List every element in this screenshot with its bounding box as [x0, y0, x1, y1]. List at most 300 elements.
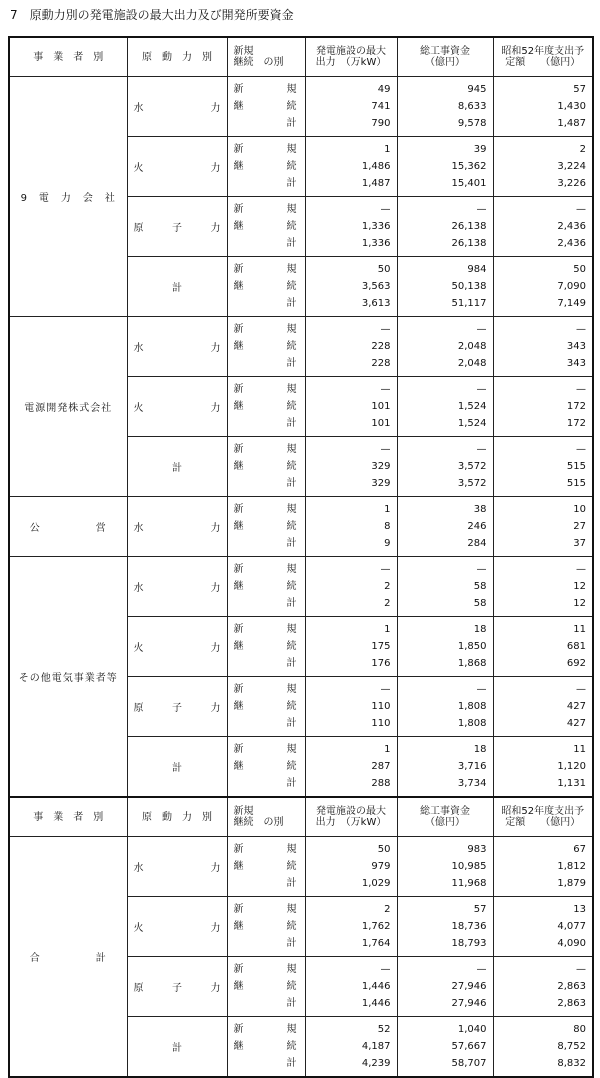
output-cell-value: 110 [371, 701, 391, 712]
budget-cell-value: 1,487 [557, 118, 586, 129]
source-label [134, 699, 221, 714]
source-label [134, 859, 221, 874]
source-char: 子 [172, 703, 182, 714]
class-total: 計 [286, 118, 297, 129]
class-cell [227, 137, 305, 197]
budget-cell-stack [494, 381, 593, 432]
class-new-char: 新 [233, 964, 244, 975]
class-cont [228, 218, 305, 235]
class-stack [228, 1021, 305, 1072]
table-row [9, 497, 593, 557]
budget-cell-stack [494, 681, 593, 732]
cost-cell-value: 18,793 [451, 938, 487, 949]
class-cont-char: 継 [233, 861, 244, 872]
source-cell [127, 557, 227, 617]
cost-cell [397, 557, 493, 617]
class-new [228, 961, 305, 978]
class-stack [228, 441, 305, 492]
budget-cell-value: 3,224 [557, 161, 586, 172]
header-budget [493, 37, 593, 77]
cost-cell-value: — [476, 684, 487, 695]
class-cont [228, 638, 305, 655]
source-char: 子 [172, 983, 182, 994]
class-cont-char: 続 [286, 761, 297, 772]
cost-cell [397, 197, 493, 257]
class-new-char: 規 [286, 264, 297, 275]
class-cont [228, 158, 305, 175]
table-row [9, 837, 593, 897]
class-stack [228, 141, 305, 192]
class-cont-char: 続 [286, 701, 297, 712]
cost-cell [397, 497, 493, 557]
class-cell [227, 557, 305, 617]
class-new-char: 新 [233, 264, 244, 275]
class-cont-char: 継 [233, 641, 244, 652]
budget-cell-value: — [576, 384, 586, 395]
source-char: 子 [172, 223, 182, 234]
class-stack [228, 381, 305, 432]
budget-cell-stack [494, 441, 593, 492]
budget-cell-value: 515 [566, 461, 586, 472]
cost-cell-value: 3,572 [457, 478, 487, 489]
class-cont-char: 継 [233, 921, 244, 932]
class-cell [227, 957, 305, 1017]
class-cont-char: 継 [233, 161, 244, 172]
class-stack [228, 681, 305, 732]
cost-cell-value: 10,985 [451, 861, 487, 872]
cost-cell [397, 377, 493, 437]
class-cell [227, 377, 305, 437]
budget-cell-stack [494, 561, 593, 612]
class-cell [227, 617, 305, 677]
power-facility-table-container [8, 36, 592, 1078]
class-cont-char: 継 [233, 701, 244, 712]
header-class [227, 37, 305, 77]
cost-cell-value: 1,850 [457, 641, 487, 652]
output-cell-value: 228 [371, 341, 391, 352]
class-total: 計 [286, 718, 297, 729]
budget-cell-stack [494, 621, 593, 672]
cost-cell [397, 677, 493, 737]
output-cell-value: 1,336 [361, 238, 391, 249]
budget-cell-stack [494, 841, 593, 892]
class-cont [228, 278, 305, 295]
cost-cell-value: 983 [467, 844, 487, 855]
class-stack [228, 501, 305, 552]
budget-cell-value: 681 [566, 641, 586, 652]
output-cell-value: — [380, 324, 391, 335]
cost-cell-value: — [476, 384, 487, 395]
header-budget-line1: 昭和52年度支出予 [501, 46, 585, 57]
cost-cell-value: 38 [473, 504, 487, 515]
output-cell-stack [306, 441, 397, 492]
cost-cell-value: 8,633 [457, 101, 487, 112]
source-cell [127, 617, 227, 677]
header-class-line2 [228, 57, 305, 68]
cost-cell-value: 57 [473, 904, 487, 915]
budget-cell [493, 377, 593, 437]
cost-cell-value: 3,572 [457, 461, 487, 472]
class-new-char: 規 [286, 384, 297, 395]
source-cell [127, 677, 227, 737]
budget-cell-value: 27 [573, 521, 586, 532]
cost-cell-value: 3,716 [457, 761, 487, 772]
budget-cell-value: 12 [573, 581, 586, 592]
cost-cell-stack [398, 141, 493, 192]
class-cont [228, 698, 305, 715]
budget-cell-value: — [576, 564, 586, 575]
cost-cell-value: 27,946 [451, 998, 487, 1009]
cost-cell-value: 3,734 [457, 778, 487, 789]
source-label [134, 99, 221, 114]
class-total: 計 [286, 938, 297, 949]
budget-cell-value: — [576, 684, 586, 695]
class-cont-char: 継 [233, 221, 244, 232]
budget-cell [493, 257, 593, 317]
cost-cell [397, 317, 493, 377]
table-row [9, 557, 593, 617]
table-row [9, 77, 593, 137]
source-label [134, 519, 221, 534]
output-cell-value: 1 [384, 744, 391, 755]
page-title: 7 原動力別の発電施設の最大出力及び開発所要資金 [10, 8, 294, 22]
cost-cell-value: — [476, 444, 487, 455]
output-cell-value: 2 [384, 904, 391, 915]
cost-cell-value: — [476, 204, 487, 215]
class-stack [228, 621, 305, 672]
class-new-char: 新 [233, 904, 244, 915]
source-char: 力 [210, 703, 221, 714]
output-cell [305, 497, 397, 557]
cost-cell-value: 26,138 [451, 238, 487, 249]
cost-cell-stack [398, 1021, 493, 1072]
class-stack [228, 841, 305, 892]
class-new-char: 新 [233, 444, 244, 455]
class-new-char: 規 [286, 624, 297, 635]
output-cell [305, 677, 397, 737]
class-new-char: 新 [233, 84, 244, 95]
class-new-char: 新 [233, 744, 244, 755]
header-cost-line1: 総工事資金 [420, 46, 470, 57]
output-cell-value: — [380, 564, 391, 575]
source-char: 水 [133, 523, 144, 534]
class-stack [228, 81, 305, 132]
header-budget-line1: 昭和52年度支出予 [501, 806, 585, 817]
source-label: 計 [172, 283, 182, 294]
class-new-char: 新 [233, 144, 244, 155]
header-output-line2: 出力 （万kW） [315, 817, 387, 828]
class-new [228, 381, 305, 398]
budget-cell-value: 1,879 [557, 878, 586, 889]
class-new [228, 1021, 305, 1038]
source-label [134, 159, 221, 174]
source-char: 力 [210, 643, 221, 654]
class-cont-char: 継 [233, 101, 244, 112]
output-cell-value: 4,187 [361, 1041, 391, 1052]
output-cell-value: 228 [371, 358, 391, 369]
budget-cell-value: 172 [566, 401, 586, 412]
output-cell-value: 2 [384, 598, 391, 609]
output-cell-value: — [380, 444, 391, 455]
cost-cell-value: 284 [467, 538, 487, 549]
budget-cell [493, 77, 593, 137]
cost-cell-stack [398, 681, 493, 732]
output-cell [305, 737, 397, 798]
output-cell-value: 8 [384, 521, 391, 532]
output-cell-value: 1,029 [361, 878, 391, 889]
budget-cell-stack [494, 1021, 593, 1072]
output-cell-value: 2 [384, 581, 391, 592]
output-cell-value: 287 [371, 761, 391, 772]
class-new [228, 741, 305, 758]
output-cell-value: 1,487 [361, 178, 391, 189]
class-cont-char: 続 [286, 521, 297, 532]
cost-cell-value: 39 [473, 144, 487, 155]
budget-cell-value: 2 [579, 144, 586, 155]
class-stack [228, 201, 305, 252]
cost-cell-value: — [476, 964, 487, 975]
class-new-char: 規 [286, 324, 297, 335]
header-budget-line2: 定額 （億円） [505, 817, 581, 828]
source-label [134, 979, 221, 994]
budget-cell [493, 437, 593, 497]
cost-cell-stack [398, 441, 493, 492]
output-cell-stack [306, 321, 397, 372]
header-row [9, 37, 593, 77]
cost-cell-stack [398, 741, 493, 792]
cost-cell-value: 58 [473, 581, 487, 592]
header-budget-line2: 定額 （億円） [505, 57, 581, 68]
source-char: 原 [133, 983, 144, 994]
output-cell-value: — [380, 684, 391, 695]
class-cont-char: 続 [286, 981, 297, 992]
source-cell [127, 197, 227, 257]
budget-cell-value: — [576, 204, 586, 215]
class-new-char: 規 [286, 504, 297, 515]
output-cell-stack [306, 841, 397, 892]
budget-cell-value: 8,752 [557, 1041, 586, 1052]
business-cell: 電源開発株式会社 [9, 317, 127, 497]
source-char: 力 [210, 223, 221, 234]
cost-cell [397, 77, 493, 137]
business-cell: 合 計 [9, 837, 127, 1078]
output-cell [305, 617, 397, 677]
header-cost-line1: 総工事資金 [420, 806, 470, 817]
output-cell-value: 1 [384, 624, 391, 635]
source-char: 水 [133, 583, 144, 594]
class-cont [228, 758, 305, 775]
header-class-cont: 継続 [233, 817, 254, 828]
class-new-char: 新 [233, 384, 244, 395]
budget-cell-value: 1,131 [557, 778, 586, 789]
class-new-char: 規 [286, 904, 297, 915]
header-cost [397, 37, 493, 77]
class-cont [228, 918, 305, 935]
budget-cell [493, 497, 593, 557]
cost-cell-value: — [476, 564, 487, 575]
cost-cell-stack [398, 621, 493, 672]
cost-cell-value: 26,138 [451, 221, 487, 232]
source-char: 力 [210, 583, 221, 594]
source-cell [127, 77, 227, 137]
class-cont-char: 続 [286, 101, 297, 112]
output-cell-value: 3,613 [361, 298, 391, 309]
class-stack [228, 561, 305, 612]
cost-cell-value: 9,578 [457, 118, 487, 129]
source-cell [127, 957, 227, 1017]
header-row [9, 797, 593, 837]
class-cont-char: 続 [286, 461, 297, 472]
class-cell [227, 197, 305, 257]
class-total: 計 [286, 878, 297, 889]
budget-cell-value: 11 [573, 624, 586, 635]
output-cell-value: 1,764 [361, 938, 391, 949]
header-budget [493, 797, 593, 837]
header-class-suffix: の別 [263, 817, 284, 828]
cost-cell-value: 18 [473, 624, 487, 635]
class-stack [228, 321, 305, 372]
header-class-suffix: の別 [263, 57, 284, 68]
output-cell-value: 1 [384, 144, 391, 155]
class-cont [228, 578, 305, 595]
cost-cell-value: 15,362 [451, 161, 487, 172]
source-label [134, 639, 221, 654]
budget-cell-stack [494, 741, 593, 792]
output-cell-stack [306, 1021, 397, 1072]
output-cell-value: 49 [377, 84, 391, 95]
output-cell-value: 1,446 [361, 998, 391, 1009]
output-cell-value: 1,486 [361, 161, 391, 172]
class-stack [228, 261, 305, 312]
output-cell-value: 175 [371, 641, 391, 652]
cost-cell-value: 51,117 [451, 298, 487, 309]
class-cell [227, 837, 305, 897]
budget-cell-value: 2,863 [557, 981, 586, 992]
cost-cell-value: 1,524 [457, 401, 487, 412]
budget-cell-value: 80 [573, 1024, 586, 1035]
source-cell [127, 257, 227, 317]
class-new [228, 261, 305, 278]
source-label [134, 219, 221, 234]
budget-cell [493, 617, 593, 677]
budget-cell-value: 1,812 [557, 861, 586, 872]
output-cell-stack [306, 81, 397, 132]
output-cell-value: 979 [371, 861, 391, 872]
source-char: 水 [133, 863, 144, 874]
class-cont [228, 98, 305, 115]
header-output [305, 797, 397, 837]
cost-cell [397, 837, 493, 897]
source-char: 火 [133, 163, 144, 174]
header-class [227, 797, 305, 837]
source-cell [127, 317, 227, 377]
cost-cell-value: 984 [467, 264, 487, 275]
output-cell-stack [306, 901, 397, 952]
output-cell-value: 1 [384, 504, 391, 515]
output-cell-value: 1,336 [361, 221, 391, 232]
cost-cell-stack [398, 501, 493, 552]
class-total: 計 [286, 238, 297, 249]
cost-cell-value: 50,138 [451, 281, 487, 292]
output-cell-stack [306, 201, 397, 252]
cost-cell-value: 15,401 [451, 178, 487, 189]
class-new-char: 規 [286, 684, 297, 695]
source-char: 水 [133, 343, 144, 354]
class-cont-char: 続 [286, 581, 297, 592]
budget-cell-stack [494, 961, 593, 1012]
class-new [228, 681, 305, 698]
table-body [9, 37, 593, 1077]
budget-cell-value: 10 [573, 504, 586, 515]
header-cost [397, 797, 493, 837]
output-cell-value: 176 [371, 658, 391, 669]
class-cell [227, 497, 305, 557]
output-cell [305, 957, 397, 1017]
output-cell-value: 4,239 [361, 1058, 391, 1069]
output-cell [305, 77, 397, 137]
output-cell-value: 50 [377, 264, 391, 275]
output-cell-stack [306, 961, 397, 1012]
output-cell-value: 110 [371, 718, 391, 729]
class-cont-char: 継 [233, 401, 244, 412]
source-char: 力 [210, 403, 221, 414]
cost-cell-stack [398, 381, 493, 432]
budget-cell [493, 317, 593, 377]
class-cont-char: 続 [286, 161, 297, 172]
class-stack [228, 961, 305, 1012]
budget-cell-value: 427 [566, 701, 586, 712]
output-cell-value: 288 [371, 778, 391, 789]
source-char: 水 [133, 103, 144, 114]
cost-cell-stack [398, 901, 493, 952]
class-cont [228, 338, 305, 355]
output-cell-value: 790 [371, 118, 391, 129]
class-total: 計 [286, 418, 297, 429]
output-cell-value: 1,446 [361, 981, 391, 992]
cost-cell-value: 27,946 [451, 981, 487, 992]
class-total: 計 [286, 358, 297, 369]
class-cont-char: 続 [286, 641, 297, 652]
output-cell [305, 837, 397, 897]
class-cont [228, 978, 305, 995]
class-total: 計 [286, 538, 297, 549]
class-cont-char: 続 [286, 281, 297, 292]
budget-cell-value: 37 [573, 538, 586, 549]
business-cell: 公 営 [9, 497, 127, 557]
cost-cell-stack [398, 321, 493, 372]
class-new [228, 441, 305, 458]
source-cell [127, 377, 227, 437]
output-cell-value: — [380, 964, 391, 975]
cost-cell-value: 1,040 [457, 1024, 487, 1035]
budget-cell-stack [494, 201, 593, 252]
class-new-char: 新 [233, 324, 244, 335]
output-cell [305, 257, 397, 317]
class-cont [228, 518, 305, 535]
class-cell [227, 677, 305, 737]
output-cell-stack [306, 261, 397, 312]
source-char: 力 [210, 343, 221, 354]
budget-cell-value: 13 [573, 904, 586, 915]
class-new-char: 規 [286, 444, 297, 455]
class-cell [227, 737, 305, 798]
budget-cell-value: 2,436 [557, 221, 586, 232]
budget-cell-stack [494, 901, 593, 952]
header-class-cont: 継続 [233, 57, 254, 68]
output-cell-stack [306, 681, 397, 732]
output-cell-value: 329 [371, 461, 391, 472]
budget-cell-value: 1,430 [557, 101, 586, 112]
